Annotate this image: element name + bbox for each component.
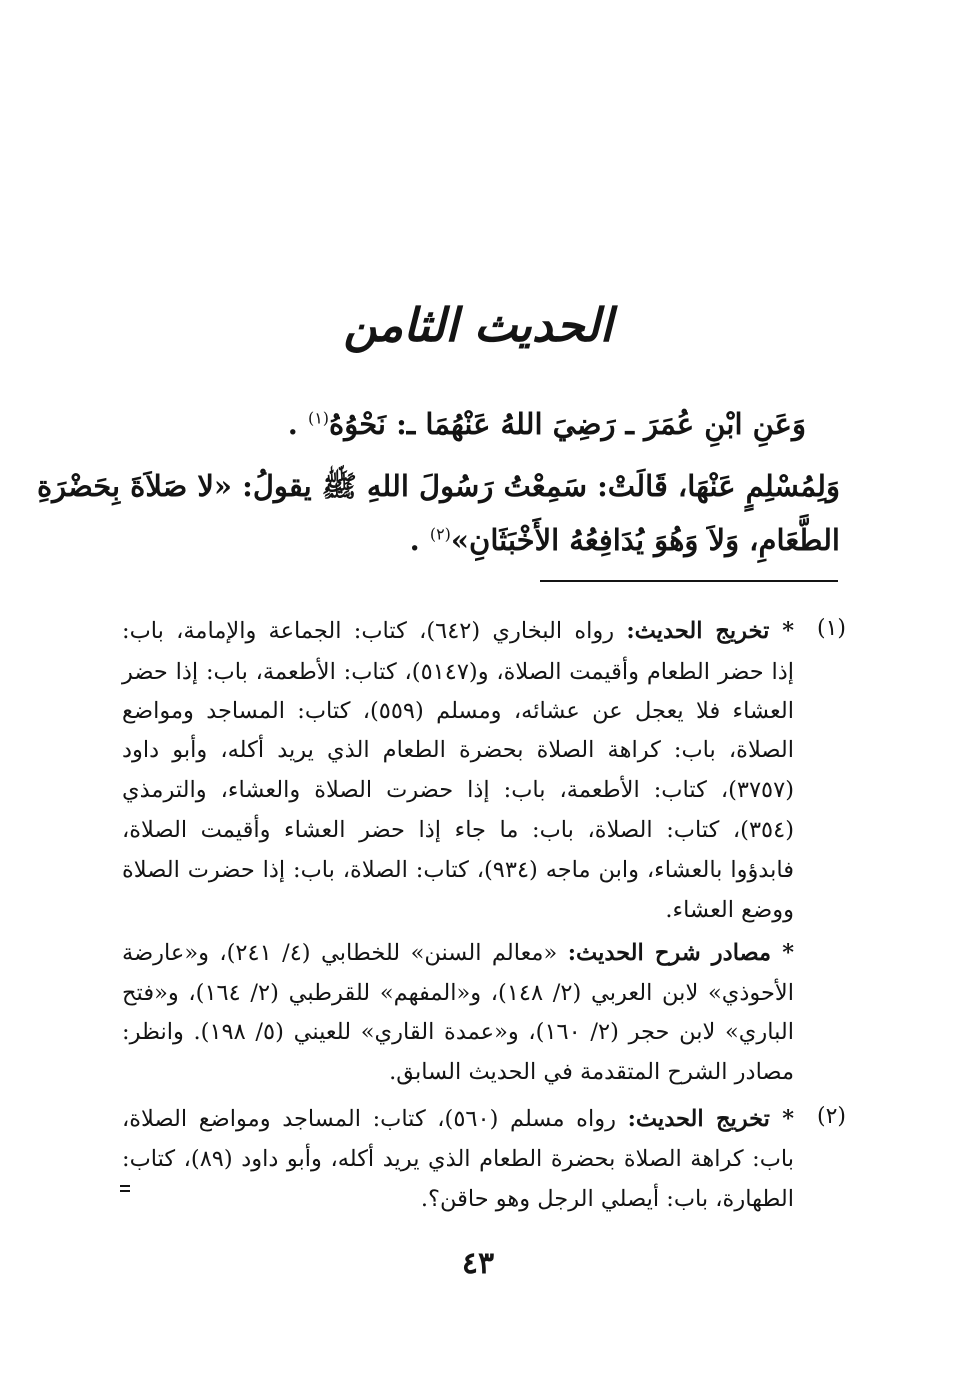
- hadith-line-3-text: الطَّعَامِ، وَلاَ وَهُوَ يُدَافِعُهُ الأَخْبَثَانِ»: [450, 523, 840, 557]
- footnote-1-line-8: ووضع العشاء.: [665, 897, 794, 923]
- page-number: ٤٣: [461, 1246, 495, 1281]
- footnote-divider: [540, 580, 838, 582]
- footnote-1-line-5: (٣٧٥٧)، كتاب: الأطعمة، باب: إذا حضرت الصلاة والعشاء، والترمذي: [122, 777, 794, 803]
- footnote-ref-2: (٢): [429, 524, 451, 544]
- footnote-1-sources-line-3: الباري» لابن حجر (٢/ ١٦٠)، و«عمدة القاري» للعيني (٥/ ١٩٨). وانظر:: [122, 1019, 795, 1045]
- footnote-1-line-6: (٣٥٤)، كتاب: الصلاة، باب: ما جاء إذا حضر العشاء وأقيمت الصلاة،: [122, 817, 794, 843]
- hadith-line-3-end: .: [409, 523, 420, 557]
- hadith-line-1-text: وَعَنِ ابْنِ عُمَرَ ـ رَضِيَ اللهُ عَنْهُمَا ـ: نَحْوُهُ: [329, 407, 806, 441]
- footnote-number-2: (٢): [816, 1104, 846, 1129]
- footnote-1-line-7: فابدؤوا بالعشاء، وابن ماجه (٩٣٤)، كتاب: الصلاة، باب: إذا حضرت الصلاة: [122, 857, 794, 883]
- hadith-line-3: [409, 523, 840, 557]
- hadith-line-1-end: .: [287, 407, 298, 441]
- footnote-1-lead: * تخريج الحديث:: [626, 618, 794, 644]
- footnote-1-line-3: العشاء فلا يعجل عن عشائه، ومسلم (٥٥٩)، كتاب: المساجد ومواضع: [122, 698, 794, 724]
- footnote-number-1: (١): [816, 616, 846, 641]
- footnote-2-line-3: الطهارة، باب: أيصلي الرجل وهو حاقن؟.: [420, 1186, 794, 1212]
- footnote-1-sources-line-2: الأحوذي» لابن العربي (٢/ ١٤٨)، و«المفهم» للقرطبي (٢/ ١٦٤)، و«فتح: [122, 980, 794, 1006]
- footnote-ref-1: (١): [307, 408, 330, 428]
- hadith-line-2: وَلِمُسْلِمٍ عَنْهَا، قَالَتْ: سَمِعْتُ رَسُولَ اللهِ ﷺ يقولُ: «لا صَلاَةَ بِحَضْرَةِ: [36, 469, 840, 503]
- footnote-1-sources-line-1-text: «معالم السنن» للخطابي (٤/ ٢٤١)، و«عارضة: [122, 940, 558, 966]
- continuation-mark: [118, 1182, 132, 1194]
- hadith-line-1: [287, 407, 806, 441]
- footnote-1-line-2: إذا حضر الطعام وأقيمت الصلاة، و(٥١٤٧)، كتاب: الأطعمة، باب: إذا حضر: [122, 659, 794, 685]
- chapter-title: الحديث الثامن: [343, 298, 613, 352]
- footnote-2-line-1-text: رواه مسلم (٥٦٠)، كتاب: المساجد ومواضع الصلاة،: [122, 1106, 616, 1132]
- footnote-1-sources-lead: * مصادر شرح الحديث:: [567, 940, 794, 966]
- footnote-1-sources-line-1: [122, 934, 794, 973]
- footnote-2-line-2: باب: كراهة الصلاة بحضرة الطعام الذي يريد أكله، وأبو داود (٨٩)، كتاب:: [122, 1146, 794, 1172]
- footnote-2-line-1: [122, 1100, 794, 1139]
- footnote-2-lead: * تخريج الحديث:: [627, 1106, 795, 1132]
- footnote-1-line-4: الصلاة، باب: كراهة الصلاة بحضرة الطعام الذي يريد أكله، وأبو داود: [122, 737, 794, 763]
- footnote-1-sources-line-4: مصادر الشرح المتقدمة في الحديث السابق.: [389, 1059, 794, 1085]
- footnote-1-line-1: [122, 612, 794, 651]
- footnote-1-line-1-text: رواه البخاري (٦٤٢)، كتاب: الجماعة والإمامة، باب:: [122, 618, 615, 644]
